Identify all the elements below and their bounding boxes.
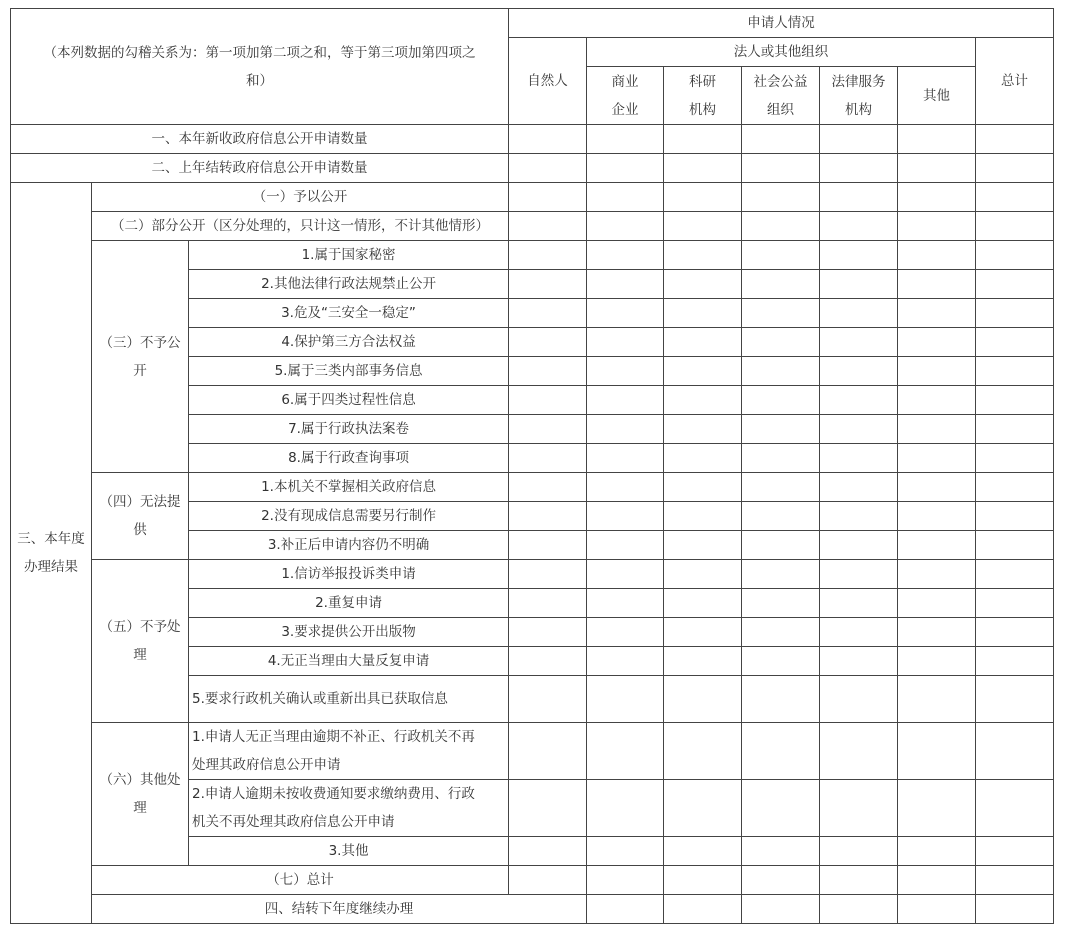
table-row	[11, 723, 1054, 780]
data-cell	[509, 647, 587, 676]
data-cell	[587, 241, 664, 270]
data-cell	[587, 560, 664, 589]
data-cell	[509, 154, 587, 183]
data-cell	[742, 723, 820, 780]
table-row	[11, 125, 1054, 154]
data-cell	[742, 866, 820, 895]
table-row	[11, 212, 1054, 241]
data-cell	[742, 560, 820, 589]
data-cell	[587, 589, 664, 618]
data-cell	[509, 531, 587, 560]
data-cell	[820, 895, 898, 924]
data-cell	[664, 444, 742, 473]
data-cell	[509, 723, 587, 780]
data-cell	[742, 837, 820, 866]
row-label: 4.保护第三方合法权益	[189, 328, 509, 357]
data-cell	[742, 299, 820, 328]
data-cell	[898, 473, 976, 502]
data-cell	[509, 270, 587, 299]
data-cell	[742, 415, 820, 444]
data-cell	[898, 531, 976, 560]
data-cell	[742, 780, 820, 837]
data-cell	[509, 357, 587, 386]
data-cell	[664, 676, 742, 723]
data-cell	[587, 125, 664, 154]
row-label: （一）予以公开	[92, 183, 509, 212]
data-cell	[509, 473, 587, 502]
data-cell	[664, 723, 742, 780]
table-header-note: （本列数据的勾稽关系为：第一项加第二项之和，等于第三项加第四项之 和）	[11, 9, 509, 125]
row-label: 二、上年结转政府信息公开申请数量	[11, 154, 509, 183]
data-cell	[820, 866, 898, 895]
data-cell	[976, 589, 1054, 618]
data-cell	[509, 212, 587, 241]
data-cell	[976, 895, 1054, 924]
data-cell	[898, 328, 976, 357]
data-cell	[898, 589, 976, 618]
table-row	[11, 866, 1054, 895]
data-cell	[742, 241, 820, 270]
row-label: 5.要求行政机关确认或重新出具已获取信息	[189, 676, 509, 723]
data-cell	[820, 837, 898, 866]
data-cell	[898, 895, 976, 924]
row-label: 2.其他法律行政法规禁止公开	[189, 270, 509, 299]
data-cell	[664, 386, 742, 415]
data-cell	[587, 212, 664, 241]
data-cell	[742, 531, 820, 560]
data-cell	[587, 723, 664, 780]
data-cell	[820, 502, 898, 531]
row-label: （二）部分公开（区分处理的，只计这一情形，不计其他情形）	[92, 212, 509, 241]
data-cell	[820, 299, 898, 328]
data-cell	[587, 183, 664, 212]
data-cell	[820, 473, 898, 502]
row-label: 3.要求提供公开出版物	[189, 618, 509, 647]
data-cell	[587, 473, 664, 502]
data-cell	[587, 386, 664, 415]
data-cell	[976, 125, 1054, 154]
data-cell	[509, 560, 587, 589]
data-cell	[820, 618, 898, 647]
data-cell	[820, 560, 898, 589]
row-label: 2.没有现成信息需要另行制作	[189, 502, 509, 531]
data-cell	[820, 328, 898, 357]
data-cell	[742, 270, 820, 299]
row-label: 1.信访举报投诉类申请	[189, 560, 509, 589]
data-cell	[587, 780, 664, 837]
data-cell	[587, 895, 664, 924]
data-cell	[976, 154, 1054, 183]
data-cell	[976, 415, 1054, 444]
data-cell	[664, 589, 742, 618]
data-cell	[898, 241, 976, 270]
data-cell	[742, 618, 820, 647]
data-cell	[664, 531, 742, 560]
row-label: 3.补正后申请内容仍不明确	[189, 531, 509, 560]
data-cell	[664, 560, 742, 589]
data-cell	[664, 415, 742, 444]
data-cell	[976, 837, 1054, 866]
data-cell	[742, 895, 820, 924]
data-cell	[509, 502, 587, 531]
results-group-label: 三、本年度 办理结果	[11, 183, 92, 924]
data-cell	[898, 837, 976, 866]
data-cell	[976, 444, 1054, 473]
data-cell	[976, 676, 1054, 723]
data-cell	[898, 780, 976, 837]
data-cell	[742, 357, 820, 386]
data-cell	[976, 241, 1054, 270]
data-cell	[664, 618, 742, 647]
public-welfare-org-header: 社会公益 组织	[742, 67, 820, 125]
data-cell	[587, 154, 664, 183]
data-cell	[898, 723, 976, 780]
data-cell	[820, 241, 898, 270]
data-cell	[587, 299, 664, 328]
row-label: 四、结转下年度继续办理	[92, 895, 587, 924]
row-label: 4.无正当理由大量反复申请	[189, 647, 509, 676]
data-cell	[898, 444, 976, 473]
total-header: 总计	[976, 38, 1054, 125]
data-cell	[898, 183, 976, 212]
row-label: 3.危及“三安全一稳定”	[189, 299, 509, 328]
data-cell	[742, 473, 820, 502]
data-cell	[664, 837, 742, 866]
data-cell	[742, 328, 820, 357]
data-cell	[509, 415, 587, 444]
data-cell	[976, 866, 1054, 895]
data-cell	[587, 618, 664, 647]
data-cell	[898, 560, 976, 589]
data-cell	[509, 328, 587, 357]
data-cell	[898, 502, 976, 531]
data-cell	[587, 531, 664, 560]
data-cell	[820, 647, 898, 676]
data-cell	[742, 154, 820, 183]
data-cell	[587, 676, 664, 723]
data-cell	[898, 299, 976, 328]
data-cell	[587, 415, 664, 444]
cannot-provide-group-label: （四）无法提 供	[92, 473, 189, 560]
data-cell	[509, 299, 587, 328]
data-cell	[820, 212, 898, 241]
research-institution-header: 科研 机构	[664, 67, 742, 125]
data-cell	[820, 357, 898, 386]
data-cell	[898, 647, 976, 676]
data-cell	[509, 837, 587, 866]
data-cell	[976, 560, 1054, 589]
data-cell	[820, 270, 898, 299]
row-label: 6.属于四类过程性信息	[189, 386, 509, 415]
data-cell	[820, 125, 898, 154]
data-cell	[976, 531, 1054, 560]
other-org-header: 其他	[898, 67, 976, 125]
data-cell	[509, 780, 587, 837]
data-cell	[509, 866, 587, 895]
data-cell	[509, 618, 587, 647]
data-cell	[742, 444, 820, 473]
data-cell	[898, 125, 976, 154]
table-row	[11, 154, 1054, 183]
data-cell	[898, 386, 976, 415]
legal-service-org-header: 法律服务 机构	[820, 67, 898, 125]
data-cell	[820, 531, 898, 560]
data-cell	[664, 183, 742, 212]
data-cell	[509, 589, 587, 618]
data-cell	[742, 212, 820, 241]
data-cell	[664, 895, 742, 924]
table-row	[11, 183, 1054, 212]
legal-org-header: 法人或其他组织	[587, 38, 976, 67]
data-cell	[898, 270, 976, 299]
row-label: 7.属于行政执法案卷	[189, 415, 509, 444]
data-cell	[587, 328, 664, 357]
data-cell	[664, 502, 742, 531]
data-cell	[898, 212, 976, 241]
data-cell	[820, 154, 898, 183]
row-label: 1.本机关不掌握相关政府信息	[189, 473, 509, 502]
data-cell	[509, 125, 587, 154]
data-cell	[664, 357, 742, 386]
data-cell	[587, 502, 664, 531]
data-cell	[976, 502, 1054, 531]
data-cell	[742, 386, 820, 415]
row-label: 3.其他	[189, 837, 509, 866]
data-cell	[742, 183, 820, 212]
data-cell	[976, 328, 1054, 357]
row-label: 1.属于国家秘密	[189, 241, 509, 270]
data-cell	[898, 618, 976, 647]
data-cell	[664, 866, 742, 895]
natural-person-header: 自然人	[509, 38, 587, 125]
row-label: （七）总计	[92, 866, 509, 895]
data-cell	[742, 647, 820, 676]
table-row	[11, 895, 1054, 924]
data-cell	[742, 125, 820, 154]
row-label: 2.重复申请	[189, 589, 509, 618]
data-cell	[509, 183, 587, 212]
data-cell	[742, 676, 820, 723]
data-cell	[820, 723, 898, 780]
data-cell	[820, 444, 898, 473]
table-row	[11, 241, 1054, 270]
data-cell	[898, 676, 976, 723]
data-cell	[976, 618, 1054, 647]
data-cell	[742, 502, 820, 531]
data-cell	[898, 415, 976, 444]
data-cell	[587, 866, 664, 895]
data-cell	[976, 386, 1054, 415]
other-process-group-label: （六）其他处 理	[92, 723, 189, 866]
row-label: 8.属于行政查询事项	[189, 444, 509, 473]
data-cell	[976, 723, 1054, 780]
data-cell	[976, 212, 1054, 241]
row-label: 1.申请人无正当理由逾期不补正、行政机关不再 处理其政府信息公开申请	[189, 723, 509, 780]
data-cell	[664, 270, 742, 299]
data-cell	[820, 415, 898, 444]
data-cell	[664, 299, 742, 328]
data-cell	[664, 154, 742, 183]
not-disclose-group-label: （三）不予公 开	[92, 241, 189, 473]
applicant-header: 申请人情况	[509, 9, 1054, 38]
data-cell	[820, 589, 898, 618]
data-cell	[664, 647, 742, 676]
data-cell	[664, 241, 742, 270]
data-cell	[820, 676, 898, 723]
data-cell	[587, 837, 664, 866]
data-cell	[898, 357, 976, 386]
data-cell	[664, 328, 742, 357]
data-cell	[509, 676, 587, 723]
row-label: 2.申请人逾期未按收费通知要求缴纳费用、行政 机关不再处理其政府信息公开申请	[189, 780, 509, 837]
data-cell	[820, 780, 898, 837]
data-cell	[820, 386, 898, 415]
data-cell	[820, 183, 898, 212]
data-cell	[587, 270, 664, 299]
data-cell	[898, 866, 976, 895]
row-label: 一、本年新收政府信息公开申请数量	[11, 125, 509, 154]
data-cell	[664, 473, 742, 502]
table-row	[11, 560, 1054, 589]
data-cell	[976, 780, 1054, 837]
data-cell	[742, 589, 820, 618]
table-row	[11, 473, 1054, 502]
data-cell	[509, 444, 587, 473]
data-cell	[664, 780, 742, 837]
commercial-enterprise-header: 商业 企业	[587, 67, 664, 125]
data-cell	[976, 183, 1054, 212]
data-cell	[976, 473, 1054, 502]
data-cell	[976, 270, 1054, 299]
data-cell	[664, 125, 742, 154]
disclosure-report-table	[10, 8, 1054, 924]
data-cell	[509, 386, 587, 415]
not-process-group-label: （五）不予处 理	[92, 560, 189, 723]
data-cell	[587, 357, 664, 386]
data-cell	[976, 299, 1054, 328]
data-cell	[976, 357, 1054, 386]
data-cell	[898, 154, 976, 183]
data-cell	[509, 241, 587, 270]
data-cell	[587, 444, 664, 473]
data-cell	[664, 212, 742, 241]
data-cell	[976, 647, 1054, 676]
row-label: 5.属于三类内部事务信息	[189, 357, 509, 386]
data-cell	[587, 647, 664, 676]
